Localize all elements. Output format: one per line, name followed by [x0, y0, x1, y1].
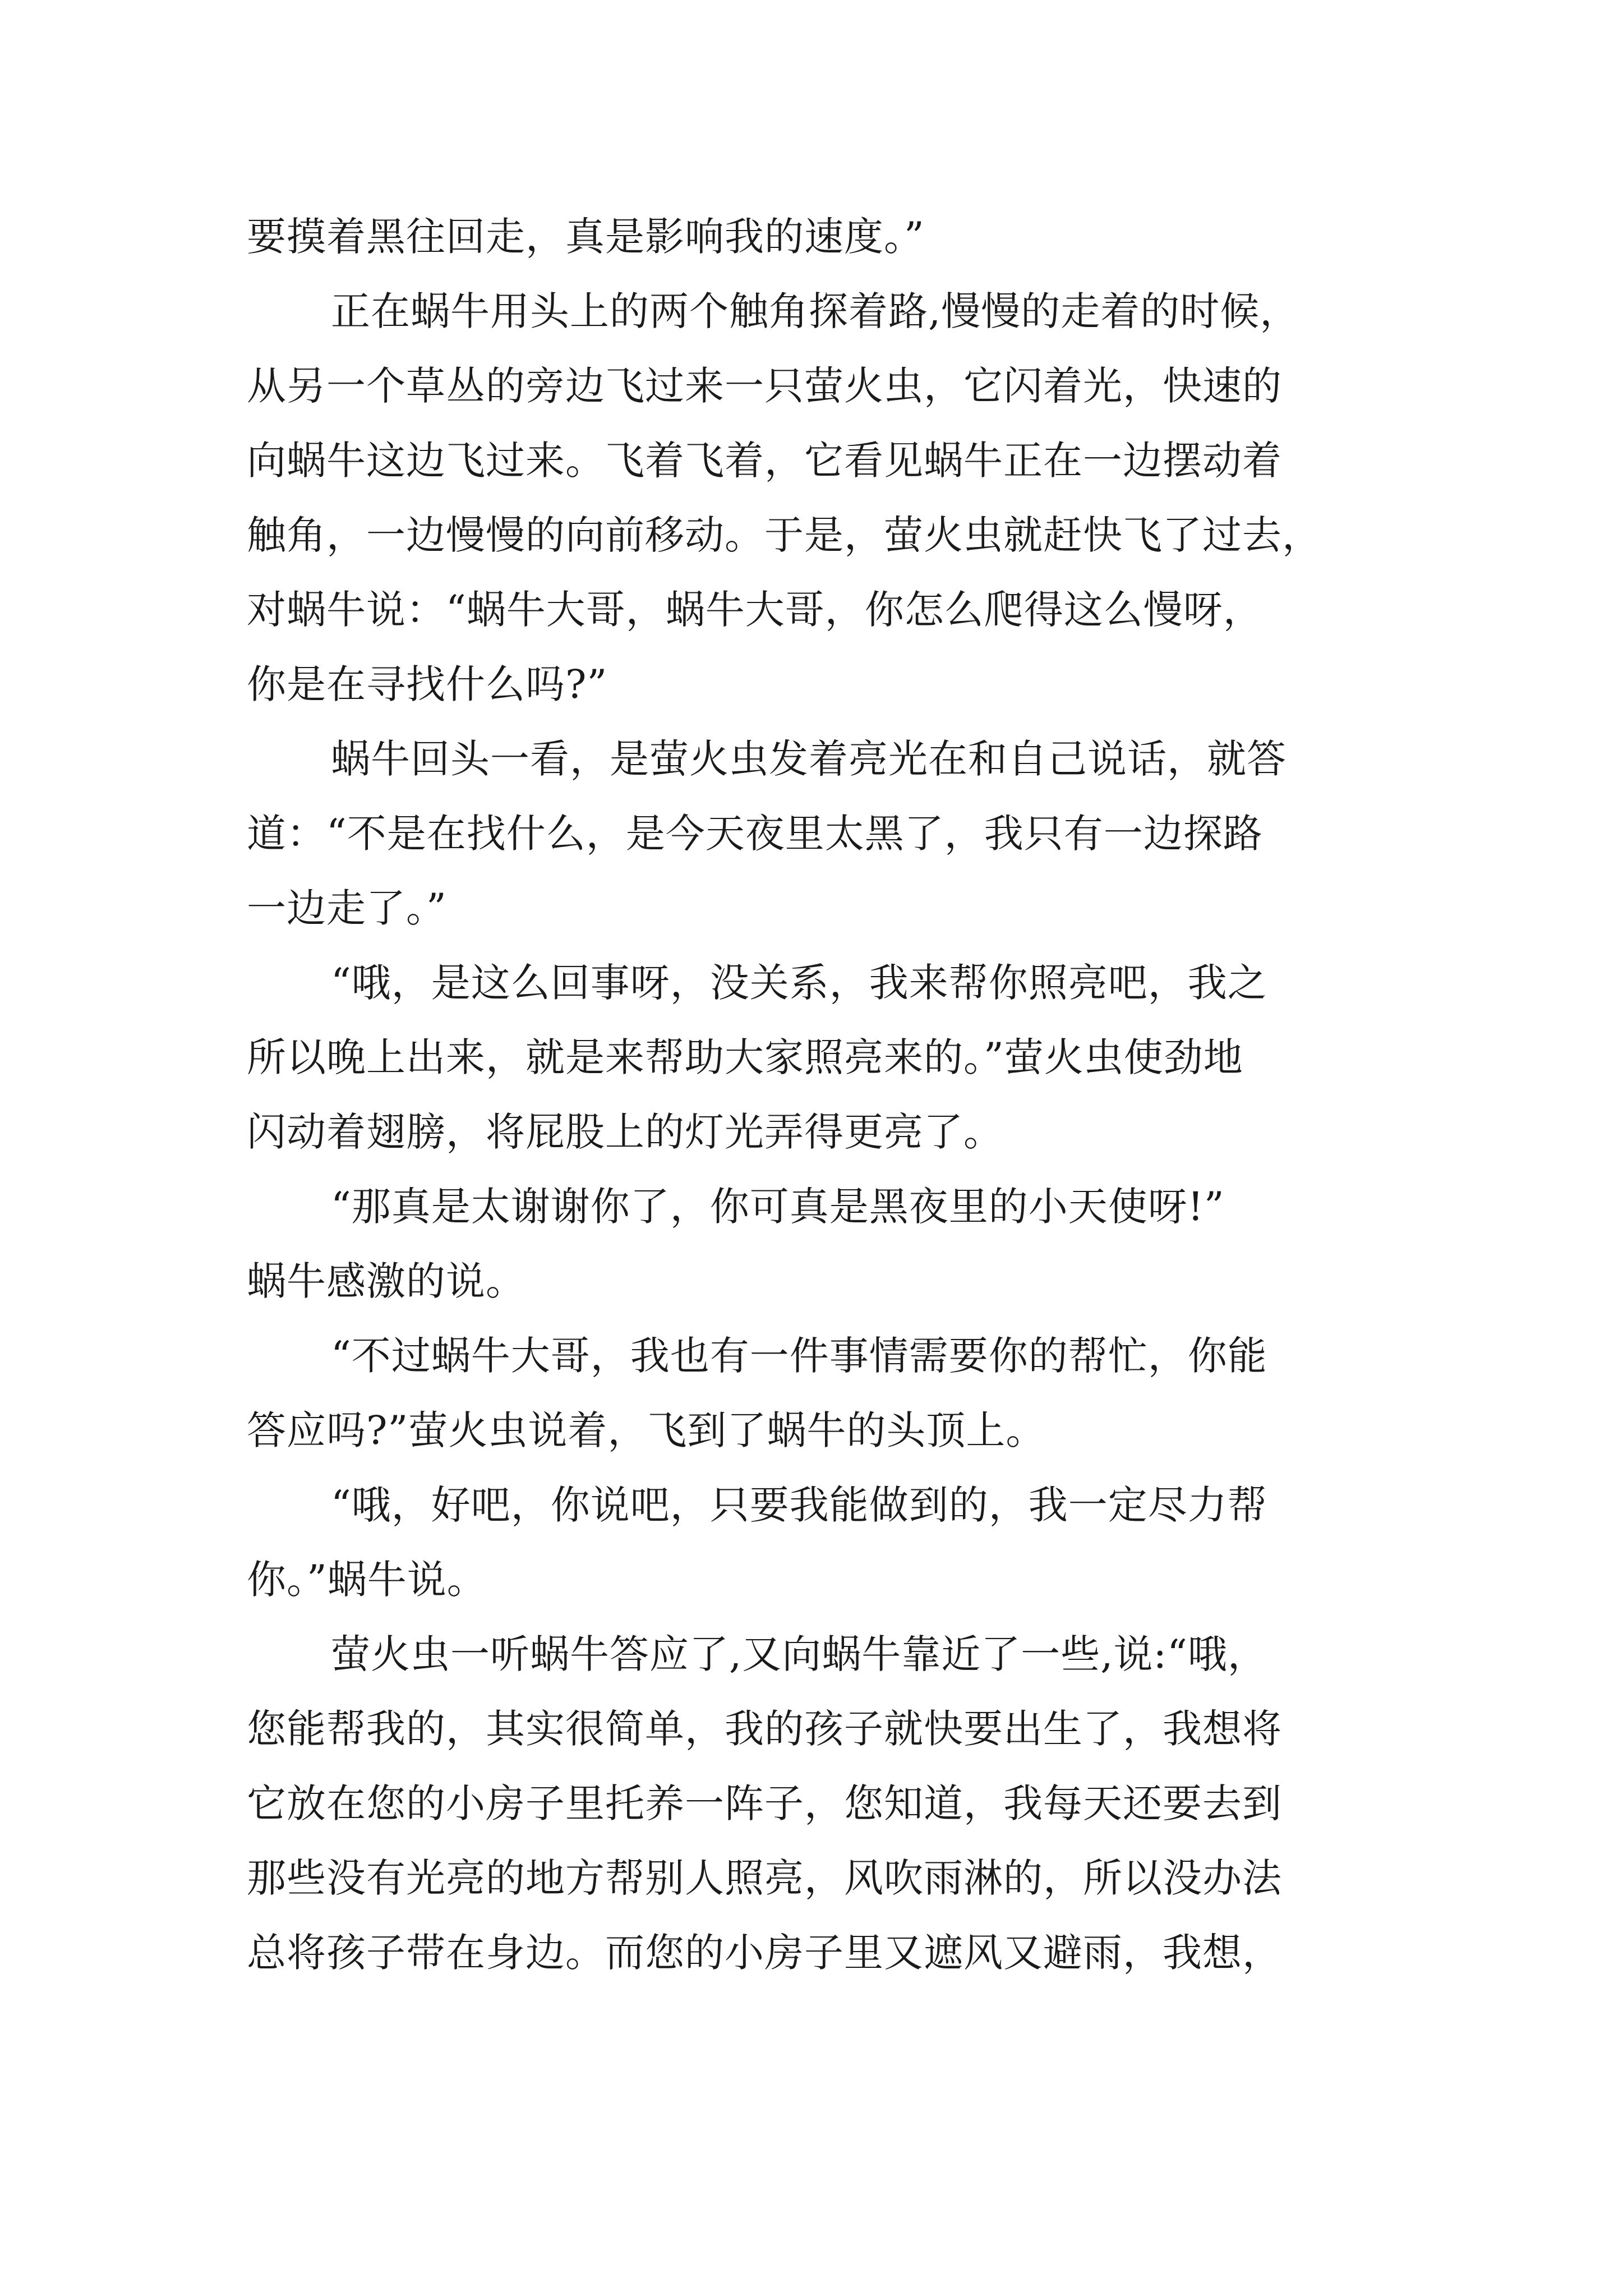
text-line: 你是在寻找什么吗?” — [247, 661, 608, 707]
text-line: 答应吗?”萤火虫说着，飞到了蜗牛的头顶上。 — [247, 1407, 1046, 1453]
story-text — [247, 200, 1391, 1990]
text-line: 所以晚上出来，就是来帮助大家照亮来的。”萤火虫使劲地 — [247, 1034, 1243, 1080]
text-line: 从另一个草丛的旁边飞过来一只萤火虫，它闪着光，快速的 — [247, 363, 1282, 409]
text-line: 总将孩子带在身边。而您的小房子里又遮风又避雨，我想， — [247, 1930, 1282, 1976]
text-line: “哦，好吧，你说吧，只要我能做到的，我一定尽力帮 — [331, 1482, 1267, 1528]
text-line: 你。”蜗牛说。 — [247, 1557, 487, 1603]
text-line: “不过蜗牛大哥，我也有一件事情需要你的帮忙，你能 — [331, 1333, 1267, 1379]
text-line: 向蜗牛这边飞过来。飞着飞着，它看见蜗牛正在一边摆动着 — [247, 438, 1282, 484]
text-line: 正在蜗牛用头上的两个触角探着路,慢慢的走着的时候， — [331, 288, 1300, 334]
text-line: 触角，一边慢慢的向前移动。于是，萤火虫就赶快飞了过去， — [247, 512, 1322, 558]
text-line: 道：“不是在找什么，是今天夜里太黑了，我只有一边探路 — [247, 811, 1263, 857]
text-line: 那些没有光亮的地方帮别人照亮，风吹雨淋的，所以没办法 — [247, 1855, 1282, 1901]
text-line: 一边走了。” — [247, 885, 447, 931]
text-line: 它放在您的小房子里托养一阵子，您知道，我每天还要去到 — [247, 1780, 1282, 1826]
text-line: 蜗牛感激的说。 — [247, 1258, 525, 1304]
text-line: 您能帮我的，其实很简单，我的孩子就快要出生了，我想将 — [247, 1706, 1282, 1752]
text-line: “那真是太谢谢你了，你可真是黑夜里的小天使呀!” — [331, 1184, 1225, 1230]
text-line: 对蜗牛说：“蜗牛大哥，蜗牛大哥，你怎么爬得这么慢呀， — [247, 587, 1263, 633]
text-line: 蜗牛回头一看，是萤火虫发着亮光在和自己说话，就答 — [331, 736, 1287, 782]
text-line: 闪动着翅膀，将屁股上的灯光弄得更亮了。 — [247, 1109, 1003, 1155]
text-line: 萤火虫一听蜗牛答应了,又向蜗牛靠近了一些,说:“哦， — [331, 1631, 1267, 1677]
text-line: 要摸着黑往回走，真是影响我的速度。” — [247, 214, 925, 260]
text-line: “哦，是这么回事呀，没关系，我来帮你照亮吧，我之 — [331, 960, 1267, 1006]
